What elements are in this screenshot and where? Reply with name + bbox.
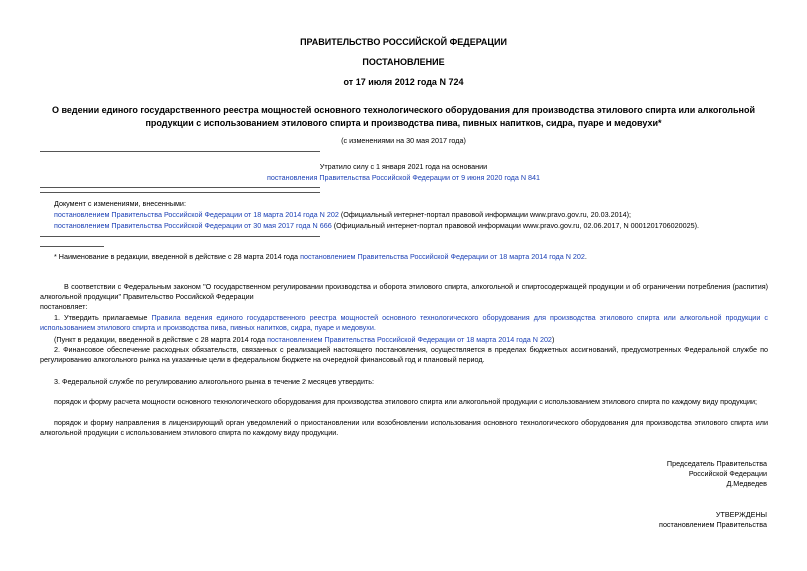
signature-position: Председатель Правительства (666, 459, 767, 468)
document-title-line2: продукции с использованием этилового спирта и производства пива, пивных напитков, сидра, пуаре и медовухи* (145, 118, 662, 128)
document-date-number: от 17 июля 2012 года N 724 (343, 77, 464, 87)
change-source-2: (Официальный интернет-портал правовой информации www.pravo.gov.ru, 02.06.2017, N 0001201706020025). (331, 221, 699, 230)
footnote-divider (40, 246, 104, 247)
paragraph-3a: порядок и форму расчета мощности основного технологического оборудования для производства этилового спирта или алкогольной продукции с использованием этилового спирта по каждому виду продукции; (54, 397, 757, 406)
change-link-1[interactable]: постановлением Правительства Российской Федерации от 18 марта 2014 года N 202 (54, 210, 339, 219)
amended-note: (с изменениями на 30 мая 2017 года) (341, 136, 466, 145)
document-type: ПОСТАНОВЛЕНИЕ (362, 57, 445, 67)
divider (40, 187, 320, 188)
changes-intro: Документ с изменениями, внесенными: (54, 199, 186, 208)
expired-note: Утратило силу с 1 января 2021 года на основании (319, 162, 488, 171)
paragraph-1: 1. Утвердить прилагаемые Правила ведения единого государственного реестра мощностей основного технологического оборудования для производства этилового спирта или алкогольной продукции с использованием этилового спирта и производства пива, пивных напитков, сидра, пуаре и медовухи. (40, 313, 768, 332)
divider (40, 192, 320, 193)
expired-basis-link[interactable]: постановления Правительства Российской Федерации от 9 июня 2020 года N 841 (266, 173, 541, 182)
signature-name: Д.Медведев (726, 479, 767, 488)
signature-country: Российской Федерации (688, 469, 767, 478)
rules-link[interactable]: Правила ведения единого государственного реестра мощностей основного технологического оборудования для производства этилового спирта или алкогольной продукции с использованием этилового спирта и производства пива, пивных напитков, сидра, пуаре и медовухи. (40, 313, 768, 332)
change-item-1 (54, 210, 631, 220)
divider (40, 236, 320, 237)
intro-paragraph: В соответствии с Федеральным законом "О государственном регулировании производства и оборота этилового спирта, алкогольной и спиртосодержащей продукции и об ограничении потребления (распития) алкогольной продукции" Правительство Российской Федерации (40, 282, 768, 301)
footnote-link[interactable]: постановлением Правительства Российской Федерации от 18 марта 2014 года N 202 (300, 252, 585, 261)
change-source-1: (Официальный интернет-портал правовой информации www.pravo.gov.ru, 20.03.2014); (338, 210, 632, 219)
paragraph-3: 3. Федеральной службе по регулированию алкогольного рынка в течение 2 месяцев утвердить: (54, 377, 375, 386)
approved-by: постановлением Правительства (659, 520, 767, 529)
footnote: * Наименование в редакции, введенной в действие с 28 марта 2014 года постановлением Правительства Российской Федерации от 18 марта 2014 года N 202. (54, 252, 587, 261)
document-title-line1: О ведении единого государственного реестра мощностей основного технологического оборудования для производства этилового спирта или алкогольной (51, 105, 756, 115)
paragraph-1-note: (Пункт в редакции, введенной в действие с 28 марта 2014 года постановлением Правительства Российской Федерации от 18 марта 2014 года N 202) (54, 335, 555, 344)
paragraph-1-note-link[interactable]: постановлением Правительства Российской Федерации от 18 марта 2014 года N 202 (267, 335, 552, 344)
paragraph-2: 2. Финансовое обеспечение расходных обязательств, связанных с реализацией настоящего постановления, осуществляется в пределах бюджетных ассигнований, предусмотренных Федеральной службе по регулированию алкогольного рынка на указанные цели в федеральном бюджете на очередной финансовый год и плановый период. (40, 345, 768, 364)
paragraph-3b: порядок и форму направления в лицензирующий орган уведомлений о приостановлении или возобновлении использования основного технологического оборудования для производства этилового спирта или алкогольной продукции с использованием этилового спирта по каждому виду продукции. (40, 418, 768, 437)
divider (40, 151, 320, 152)
change-link-2[interactable]: постановлением Правительства Российской Федерации от 30 мая 2017 года N 666 (54, 221, 332, 230)
change-item-2 (54, 221, 699, 231)
approved-label: УТВЕРЖДЕНЫ (715, 510, 767, 519)
government-name: ПРАВИТЕЛЬСТВО РОССИЙСКОЙ ФЕДЕРАЦИИ (300, 37, 507, 47)
resolves-text: постановляет: (40, 302, 88, 311)
